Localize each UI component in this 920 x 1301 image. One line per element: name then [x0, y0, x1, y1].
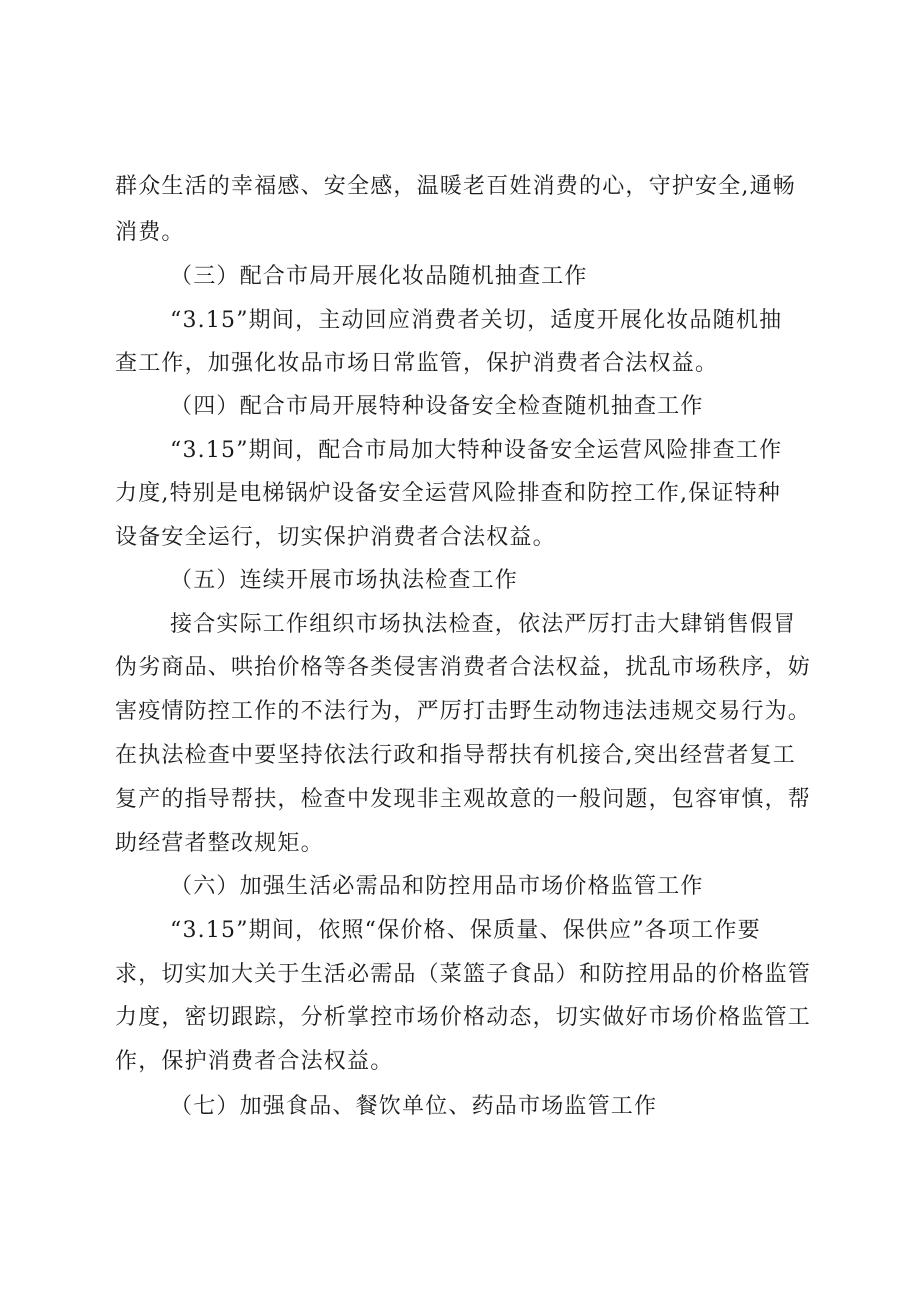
body-line: 求，切实加大关于生活必需品（菜篮子食品）和防控用品的价格监管 — [115, 962, 812, 987]
body-line: 群众生活的幸福感、安全感，温暖老百姓消费的心，守护安全,通畅 — [115, 174, 796, 199]
body-line: 伪劣商品、哄抬价格等各类侵害消费者合法权益，扰乱市场秩序，妨 — [115, 655, 812, 680]
body-line: 作，保护消费者合法权益。 — [115, 1049, 394, 1074]
section-heading: （四）配合市局开展特种设备安全检查随机抽查工作 — [170, 394, 704, 419]
body-line: “3.15”期间，依照“保价格、保质量、保供应”各项工作要 — [170, 918, 761, 943]
body-line: “3.15”期间，配合市局加大特种设备安全运营风险排查工作 — [170, 438, 783, 463]
section-heading: （六）加强生活必需品和防控用品市场价格监管工作 — [170, 874, 704, 899]
section-heading: （七）加强食品、餐饮单位、药品市场监管工作 — [170, 1094, 658, 1119]
section-heading: （五）连续开展市场执法检查工作 — [170, 568, 519, 593]
body-line: 力度,特别是电梯锅炉设备安全运营风险排查和防控工作,保证特种 — [115, 481, 781, 506]
body-line: 害疫情防控工作的不法行为，严厉打击野生动物违法违规交易行为。 — [115, 699, 812, 724]
body-line: 查工作，加强化妆品市场日常监管，保护消费者合法权益。 — [115, 351, 719, 376]
body-line: 消费。 — [115, 220, 185, 245]
body-line: 接合实际工作组织市场执法检查，依法严厉打击大肆销售假冒 — [170, 612, 797, 637]
section-heading: （三）配合市局开展化妆品随机抽查工作 — [170, 264, 588, 289]
body-line: 助经营者整改规矩。 — [115, 831, 324, 856]
body-line: 力度，密切跟踪，分析掌控市场价格动态，切实做好市场价格监管工 — [115, 1005, 812, 1030]
body-line: 设备安全运行，切实保护消费者合法权益。 — [115, 525, 556, 550]
body-line: “3.15”期间，主动回应消费者关切，适度开展化妆品随机抽 — [170, 308, 783, 333]
body-line: 复产的指导帮扶，检查中发现非主观故意的一般问题，包容审慎，帮 — [115, 787, 812, 812]
body-line: 在执法检查中要坚持依法行政和指导帮扶有机接合,突出经营者复工 — [115, 743, 796, 768]
